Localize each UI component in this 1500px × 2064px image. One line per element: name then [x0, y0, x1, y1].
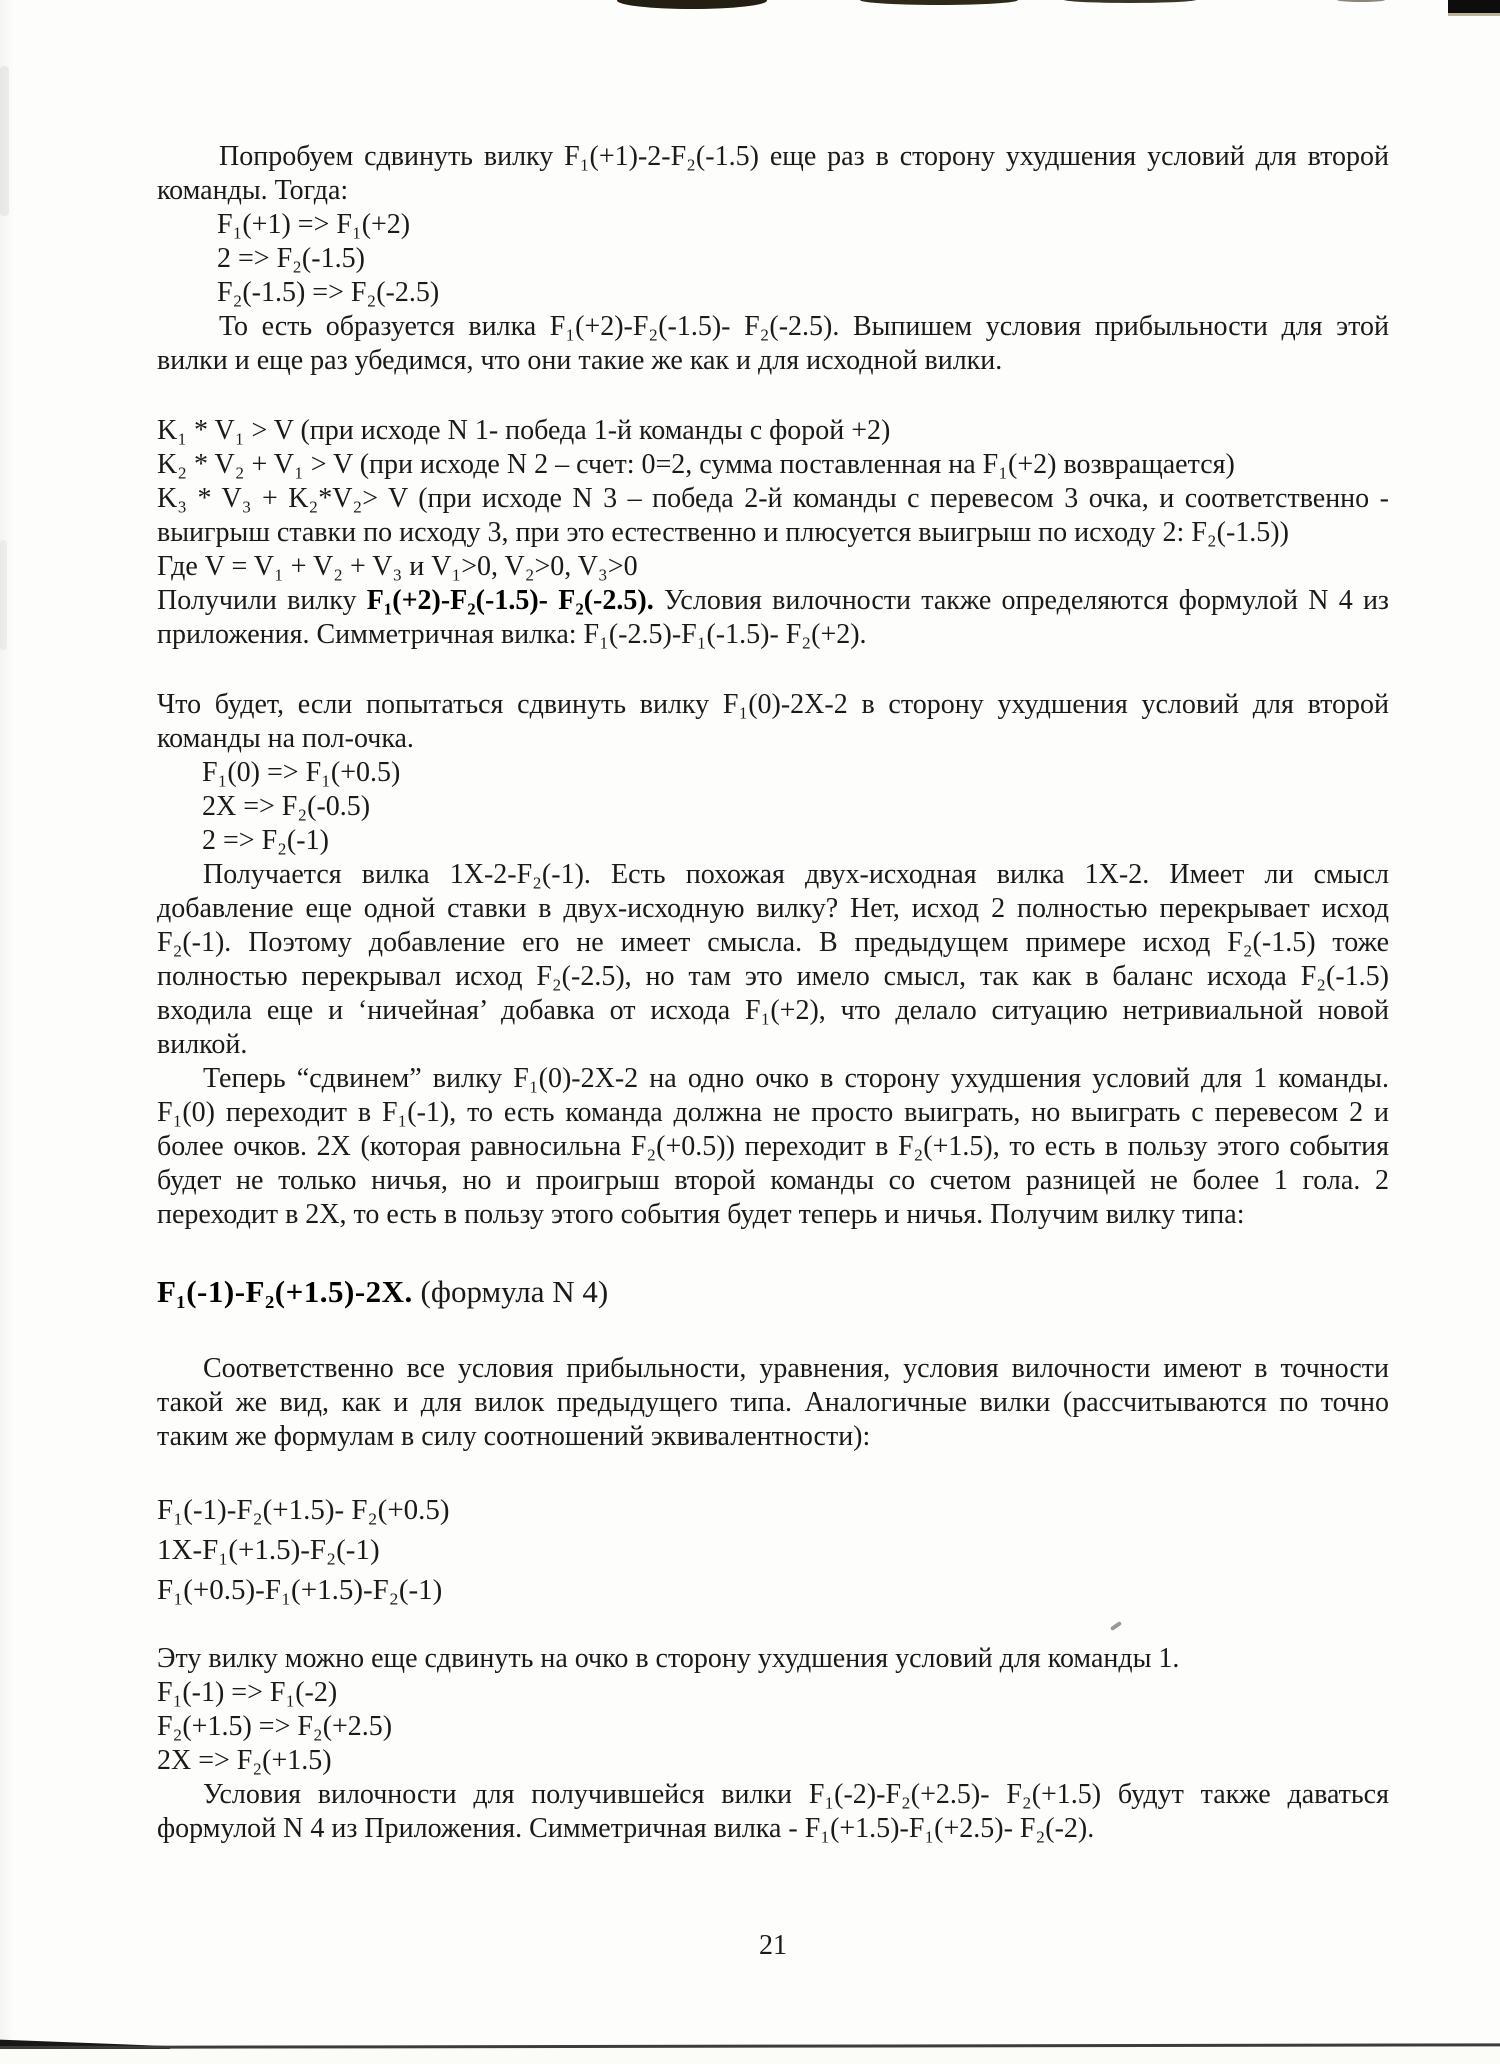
- formula-line: F₂(-1.5) => F₂(-2.5): [217, 277, 440, 308]
- scan-artifact-edge-smudge: [0, 66, 9, 216]
- page-number: 21: [759, 1930, 787, 1961]
- formula-line: F₁(0) => F₁(+0.5): [202, 757, 401, 788]
- paragraph-resulting-fork: То есть образуется вилка F₁(+2)-F₂(-1.5)- F₂(-2.5). Выпишем условия прибыльности для этой вилки и еще раз убедимся, что они такие же как и для исходной вилки.: [157, 311, 1389, 376]
- fork-list-item: 1X-F₁(+1.5)-F₂(-1): [157, 1534, 380, 1566]
- fork-formula-heading: [157, 1272, 1389, 1312]
- paragraph-two-outcome-fork: Получается вилка 1X-2-F₂(-1). Есть похожая двух-исходная вилка 1X-2. Имеет ли смысл добавление еще одной ставки в двух-исходную вилку? Нет, исход 2 полностью перекрывает исход F₂(-1). Поэтому добавление его не имеет смысла. В предыдущем примере исход F₂(-1.5) тоже полностью перекрывал исход F₂(-2.5), но там это имело смысл, так как в баланс исхода F₂(-1.5) входила еще и ‘ничейная’ добавка от исхода F₁(+2), что делало ситуацию нетривиальной новой вилкой.: [157, 859, 1389, 1060]
- formula-block-shift-3: [157, 1676, 1389, 1778]
- profitability-conditions-block: [157, 414, 1389, 652]
- obtained-fork-suffix: Условия вилочности также определяются формулой N 4 из приложения. Симметричная вилка: F₁(-2.5)-F₁(-1.5)- F₂(+2).: [157, 585, 1389, 650]
- fork-formula-note: (формула N 4): [412, 1274, 609, 1309]
- paragraph-obtained-fork: [157, 584, 1389, 652]
- equivalent-forks-list: [157, 1490, 1389, 1610]
- formula-block-shift-2: [157, 756, 1389, 858]
- formula-line: F₁(-1) => F₁(-2): [157, 1677, 338, 1708]
- scan-artifact-edge-smudge-2: [0, 540, 7, 650]
- formula-line: 2 => F₂(-1.5): [217, 243, 365, 274]
- obtained-fork-prefix: Получили вилку: [157, 585, 367, 616]
- scan-artifact-bottom-margin: [0, 2049, 1500, 2064]
- fork-list-item: F₁(-1)-F₂(+1.5)- F₂(+0.5): [157, 1494, 450, 1526]
- condition-where-v: Где V = V₁ + V₂ + V₃ и V₁>0, V₂>0, V₃>0: [157, 551, 638, 582]
- scan-artifact-corner-mark: [1448, 0, 1500, 13]
- formula-line: 2 => F₂(-1): [202, 825, 329, 856]
- fork-formula-bold: F₁(-1)-F₂(+1.5)-2X.: [157, 1274, 413, 1309]
- formula-line: F₁(+1) => F₁(+2): [217, 209, 411, 240]
- paragraph-now-shift: Теперь “сдвинем” вилку F₁(0)-2X-2 на одно очко в сторону ухудшения условий для 1 команды. F₁(0) переходит в F₁(-1), то есть команда должна не просто выиграть, но выиграть с перевесом 2 и более очков. 2X (которая равносильна F₂(+0.5)) переходит в F₂(+1.5), то есть в пользу этого события будет не только ничья, но и проигрыш второй команды со счетом разницей не более 1 гола. 2 переходит в 2X, то есть в пользу этого события будет теперь и ничья. Получим вилку типа:: [157, 1063, 1389, 1230]
- scan-artifact-top-streak-3: [1337, 0, 1385, 2]
- condition-k1: K₁ * V₁ > V (при исходе N 1- победа 1-й команды с форой +2): [157, 415, 891, 446]
- formula-line: 2X => F₂(+1.5): [157, 1745, 332, 1776]
- formula-line: F₂(+1.5) => F₂(+2.5): [157, 1711, 393, 1742]
- scan-artifact-top-streak-1: [860, 0, 1018, 5]
- paragraph-shift-one-point: Эту вилку можно еще сдвинуть на очко в сторону ухудшения условий для команды 1.: [157, 1643, 1180, 1674]
- condition-k2: K₂ * V₂ + V₁ > V (при исходе N 2 – счет: 0=2, сумма поставленная на F₁(+2) возвращается): [157, 449, 1235, 480]
- fork-list-item: F₁(+0.5)-F₁(+1.5)-F₂(-1): [157, 1574, 443, 1606]
- formula-line: 2X => F₂(-0.5): [202, 791, 371, 822]
- paragraph-accordingly: Соответственно все условия прибыльности, уравнения, условия вилочности имеют в точности такой же вид, как и для вилок предыдущего типа. Аналогичные вилки (рассчитываются по точно таким же формулам в силу соотношений эквивалентности):: [157, 1353, 1389, 1452]
- obtained-fork-formula: F₁(+2)-F₂(-1.5)- F₂(-2.5).: [366, 585, 654, 616]
- document-body: [157, 140, 1389, 1846]
- paragraph-final-conditions: Условия вилочности для получившейся вилки F₁(-2)-F₂(+2.5)- F₂(+1.5) будут также даваться формулой N 4 из Приложения. Симметричная вилка - F₁(+1.5)-F₁(+2.5)- F₂(-2).: [157, 1779, 1389, 1844]
- paragraph-what-if: Что будет, если попытаться сдвинуть вилку F₁(0)-2X-2 в сторону ухудшения условий для второй команды на пол-очка.: [157, 689, 1389, 754]
- formula-block-shift-1: [157, 208, 1389, 310]
- scan-artifact-top-streak-2: [1063, 0, 1197, 3]
- paragraph-shift-fork: Попробуем сдвинуть вилку F₁(+1)-2-F₂(-1.5) еще раз в сторону ухудшения условий для второй команды. Тогда:: [157, 141, 1389, 206]
- condition-k3: K₃ * V₃ + K₂*V₂> V (при исходе N 3 – победа 2-й команды с перевесом 3 очка, и соответственно - выигрыш ставки по исходу 3, при это естественно и плюсуется выигрыш по исходу 2: F₂(-1.5)): [157, 483, 1389, 548]
- scan-artifact-top-blob: [617, 0, 767, 9]
